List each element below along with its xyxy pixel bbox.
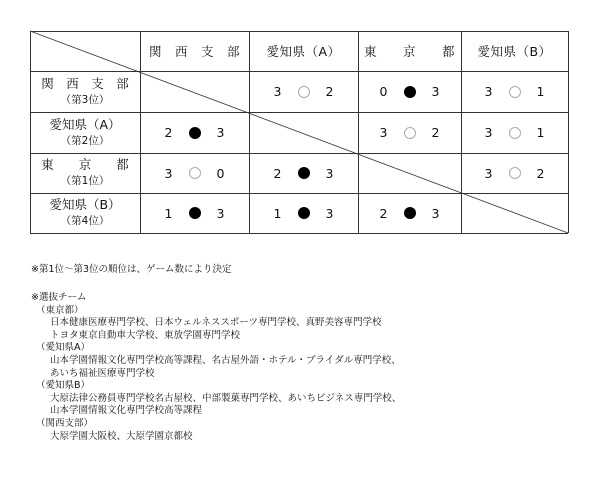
- selection-teams: [31, 292, 401, 443]
- score: [377, 84, 443, 99]
- results-grid: [30, 31, 568, 233]
- filled-circle-icon: [189, 127, 201, 139]
- hollow-circle-icon: [509, 127, 521, 139]
- team-name: 関 西 支 部: [41, 75, 129, 91]
- match-result: [461, 112, 568, 153]
- match-result: [358, 193, 461, 233]
- score: [377, 125, 443, 140]
- score-left: 3: [379, 125, 388, 140]
- school-list-line: 日本健康医療専門学校、日本ウェルネススポーツ専門学校、真野美容専門学校: [50, 317, 382, 329]
- score-right: 3: [325, 205, 334, 221]
- score: [162, 125, 228, 140]
- score-right: 3: [431, 205, 440, 221]
- score: [271, 84, 337, 99]
- score: [162, 166, 228, 181]
- score: [482, 125, 548, 140]
- row-label: [30, 112, 140, 153]
- school-list-line: あいち福祉医療専門学校: [50, 367, 155, 379]
- score-right: 1: [536, 125, 545, 140]
- school-list-line: 山本学園情報文化専門学校高等課程: [50, 405, 203, 417]
- hollow-circle-icon: [189, 167, 201, 179]
- school-list-line: 大原学園大阪校、大原学園京都校: [50, 430, 193, 442]
- school-list-line: 山本学園情報文化専門学校高等課程、名古屋外語・ホテル・ブライダル専門学校、: [50, 354, 401, 366]
- score: [482, 84, 548, 99]
- team-rank: （第4位）: [60, 215, 110, 227]
- match-result: [140, 112, 249, 153]
- score-left: 1: [273, 205, 282, 221]
- match-result: [140, 193, 249, 233]
- column-header: 愛知県（A）: [266, 44, 341, 59]
- match-result: [140, 153, 249, 193]
- match-result: [249, 71, 358, 112]
- region-label: （東京都）: [36, 304, 84, 316]
- score-right: 2: [536, 165, 545, 181]
- filled-circle-icon: [298, 207, 310, 219]
- score-right: 2: [431, 125, 440, 140]
- team-rank: （第3位）: [60, 93, 110, 106]
- score: [271, 166, 337, 181]
- score-left: 3: [273, 84, 282, 99]
- team-name: 愛知県（B）: [49, 197, 121, 212]
- filled-circle-icon: [404, 86, 416, 98]
- column-header: 東 京 都: [363, 44, 455, 59]
- hollow-circle-icon: [404, 127, 416, 139]
- score: [377, 206, 443, 221]
- score-left: 2: [164, 125, 173, 140]
- score-right: 2: [325, 84, 334, 99]
- school-list-line: 大原法律公務員専門学校名古屋校、中部製菓専門学校、あいちビジネス専門学校、: [50, 392, 402, 404]
- score-right: 0: [216, 165, 225, 181]
- region-label: （愛知県B）: [36, 380, 91, 392]
- score-right: 3: [431, 84, 440, 99]
- hollow-circle-icon: [298, 86, 310, 98]
- region-label: （愛知県A）: [36, 342, 90, 354]
- score: [482, 166, 548, 181]
- match-result: [358, 71, 461, 112]
- filled-circle-icon: [404, 207, 416, 219]
- team-rank: （第2位）: [60, 134, 110, 147]
- score-right: 3: [216, 125, 225, 140]
- score-right: 3: [216, 205, 225, 221]
- selection-title: ※選抜チーム: [31, 292, 87, 303]
- region-label: （関西支部）: [36, 417, 94, 429]
- score-left: 2: [379, 205, 388, 221]
- score-right: 1: [536, 84, 545, 99]
- row-label: [30, 71, 140, 112]
- filled-circle-icon: [298, 167, 310, 179]
- school-list-line: トヨタ東京自動車大学校、東放学園専門学校: [50, 329, 241, 341]
- score-left: 1: [164, 205, 173, 221]
- column-header: 関 西 支 部: [148, 44, 240, 59]
- score-left: 0: [379, 84, 388, 99]
- score-left: 3: [484, 125, 493, 140]
- team-name: 愛知県（A）: [49, 116, 121, 132]
- team-name: 東 京 都: [41, 157, 129, 172]
- score-left: 3: [164, 165, 173, 181]
- filled-circle-icon: [189, 207, 201, 219]
- score-left: 3: [484, 84, 493, 99]
- score: [271, 206, 337, 221]
- match-result: [249, 153, 358, 193]
- ranking-note: ※第1位～第3位の順位は、ゲーム数により決定: [31, 264, 232, 275]
- column-header: 愛知県（B）: [477, 44, 552, 59]
- match-result: [461, 71, 568, 112]
- hollow-circle-icon: [509, 86, 521, 98]
- row-label: [30, 193, 140, 233]
- match-result: [249, 193, 358, 233]
- row-label: [30, 153, 140, 193]
- score: [162, 206, 228, 221]
- score-right: 3: [325, 165, 334, 181]
- score-left: 3: [484, 165, 493, 181]
- match-result: [358, 112, 461, 153]
- hollow-circle-icon: [509, 167, 521, 179]
- match-result: [461, 153, 568, 193]
- score-left: 2: [273, 165, 282, 181]
- team-rank: （第1位）: [60, 175, 110, 187]
